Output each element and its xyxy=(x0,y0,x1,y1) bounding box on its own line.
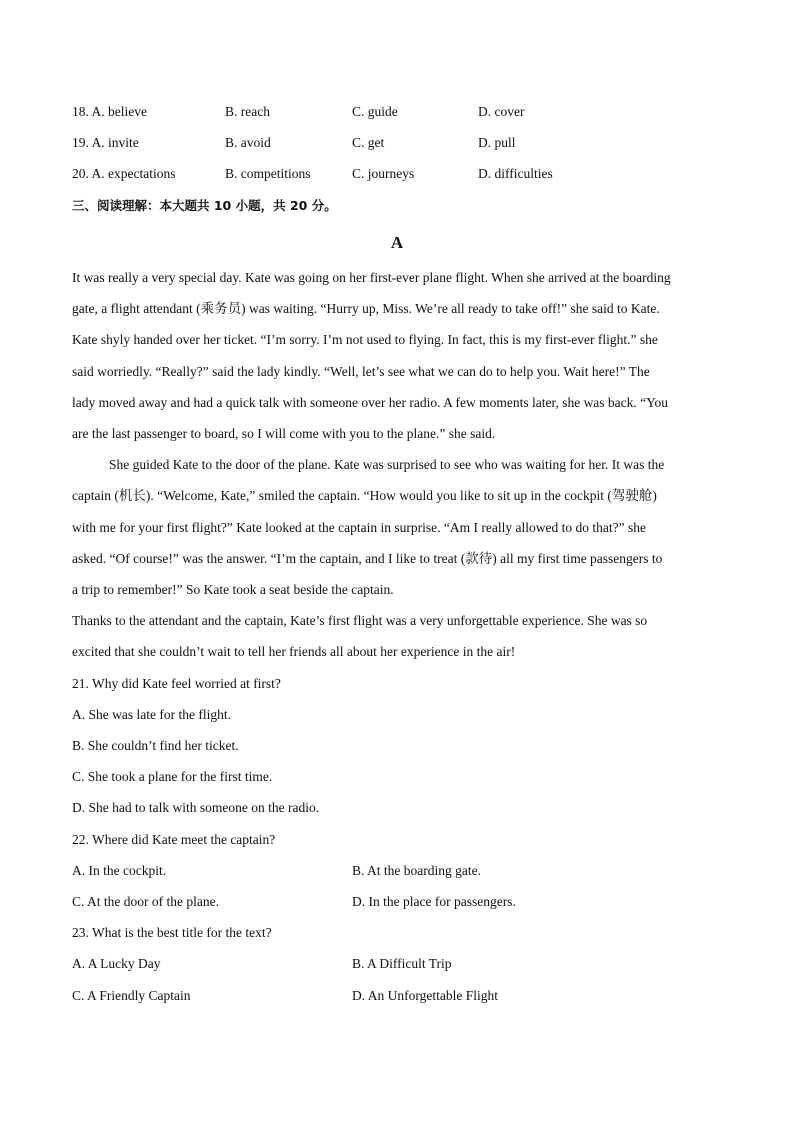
section-heading: 三、阅读理解：本大题共 10 小题，共 20 分。 xyxy=(72,198,337,213)
option-22d: D. In the place for passengers. xyxy=(352,894,516,909)
option-22c: C. At the door of the plane. xyxy=(72,894,219,909)
question-21: 21. Why did Kate feel worried at first? xyxy=(72,676,281,691)
option-20a: 20. A. expectations xyxy=(72,166,176,181)
option-19a: 19. A. invite xyxy=(72,135,139,150)
option-20d: D. difficulties xyxy=(478,166,553,181)
option-23b: B. A Difficult Trip xyxy=(352,956,452,971)
option-21d: D. She had to talk with someone on the radio. xyxy=(72,800,320,815)
option-21b: B. She couldn’t find her ticket. xyxy=(72,738,239,753)
passage-title: A xyxy=(390,233,404,252)
option-20c: C. journeys xyxy=(352,166,415,181)
option-18b: B. reach xyxy=(225,104,270,119)
passage-line: excited that she couldn’t wait to tell her friends all about her experience in the air! xyxy=(72,644,516,659)
option-19c: C. get xyxy=(352,135,385,150)
option-23c: C. A Friendly Captain xyxy=(72,988,191,1003)
passage-line: lady moved away and had a quick talk with someone over her radio. A few moments later, she was back. “You xyxy=(72,395,669,410)
passage-line: a trip to remember!” So Kate took a seat beside the captain. xyxy=(72,582,394,597)
passage-line: said worriedly. “Really?” said the lady kindly. “Well, let’s see what we can do to help you. Wait here!” The xyxy=(72,364,650,379)
option-19b: B. avoid xyxy=(225,135,271,150)
option-18c: C. guide xyxy=(352,104,398,119)
option-23a: A. A Lucky Day xyxy=(72,956,161,971)
option-21c: C. She took a plane for the first time. xyxy=(72,769,273,784)
option-22b: B. At the boarding gate. xyxy=(352,863,481,878)
passage-line: captain (机长). “Welcome, Kate,” smiled the captain. “How would you like to sit up in the cockpit (驾驶舱) xyxy=(72,488,657,503)
option-18d: D. cover xyxy=(478,104,525,119)
passage-line: with me for your first flight?” Kate looked at the captain in surprise. “Am I really allowed to do that?” she xyxy=(72,520,646,535)
question-23: 23. What is the best title for the text? xyxy=(72,925,272,940)
passage-line: Thanks to the attendant and the captain, Kate’s first flight was a very unforgettable experience. She was so xyxy=(72,613,648,628)
passage-line: gate, a flight attendant (乘务员) was waiting. “Hurry up, Miss. We’re all ready to take off!” she said to Kate. xyxy=(72,301,660,316)
passage-line: Kate shyly handed over her ticket. “I’m sorry. I’m not used to flying. In fact, this is my first-ever flight.” she xyxy=(72,332,658,347)
passage-line: It was really a very special day. Kate was going on her first-ever plane flight. When she arrived at the boarding xyxy=(72,270,671,285)
option-22a: A. In the cockpit. xyxy=(72,863,167,878)
passage-line: She guided Kate to the door of the plane. Kate was surprised to see who was waiting for her. It was the xyxy=(109,457,665,472)
option-18a: 18. A. believe xyxy=(72,104,147,119)
option-23d: D. An Unforgettable Flight xyxy=(352,988,498,1003)
option-21a: A. She was late for the flight. xyxy=(72,707,231,722)
option-20b: B. competitions xyxy=(225,166,311,181)
passage-line: are the last passenger to board, so I will come with you to the plane.” she said. xyxy=(72,426,496,441)
question-22: 22. Where did Kate meet the captain? xyxy=(72,832,276,847)
passage-line: asked. “Of course!” was the answer. “I’m the captain, and I like to treat (款待) all my first time passengers to xyxy=(72,551,663,566)
option-19d: D. pull xyxy=(478,135,516,150)
